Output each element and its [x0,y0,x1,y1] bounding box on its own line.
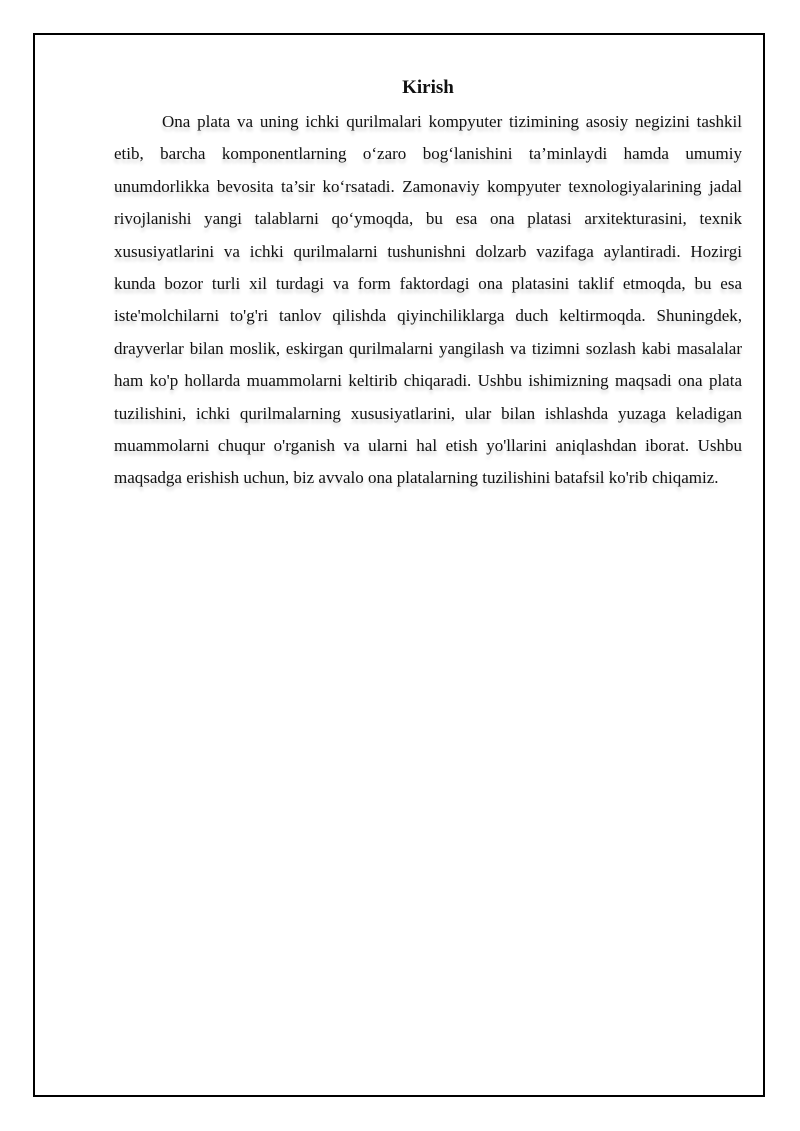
intro-paragraph: Ona plata va uning ichki qurilmalari kompyuter tizimining asosiy negizini tashkil etib, barcha komponentlarning o‘zaro bog‘lanishini ta’minlaydi hamda umumiy unumdorlikka bevosita ta’sir ko‘rsatadi. Zamonaviy kompyuter texnologiyalarining jadal rivojlanishi yangi talablarni qo‘ymoqda, bu esa ona platasi arxitekturasini, texnik xususiyatlarini va ichki qurilmalarni tushunishni dolzarb vazifaga aylantiradi. Hozirgi kunda bozor turli xil turdagi va form faktordagi ona platasini taklif etmoqda, bu esa iste'molchilarni to'g'ri tanlov qilishda qiyinchiliklarga duch keltirmoqda. Shuningdek, drayverlar bilan moslik, eskirgan qurilmalarni yangilash va tizimni sozlash kabi masalalar ham ko'p hollarda muammolarni keltirib chiqaradi. Ushbu ishimizning maqsadi ona plata tuzilishini, ichki qurilmalarning xususiyatlarini, ular bilan ishlashda yuzaga keladigan muammolarni chuqur o'rganish va ularni hal etish yo'llarini aniqlashdan iborat. Ushbu maqsadga erishish uchun, biz avvalo ona platalarning tuzilishini batafsil ko'rib chiqamiz. [114,112,742,488]
document-body [114,74,742,495]
page-title: Kirish [402,77,454,98]
